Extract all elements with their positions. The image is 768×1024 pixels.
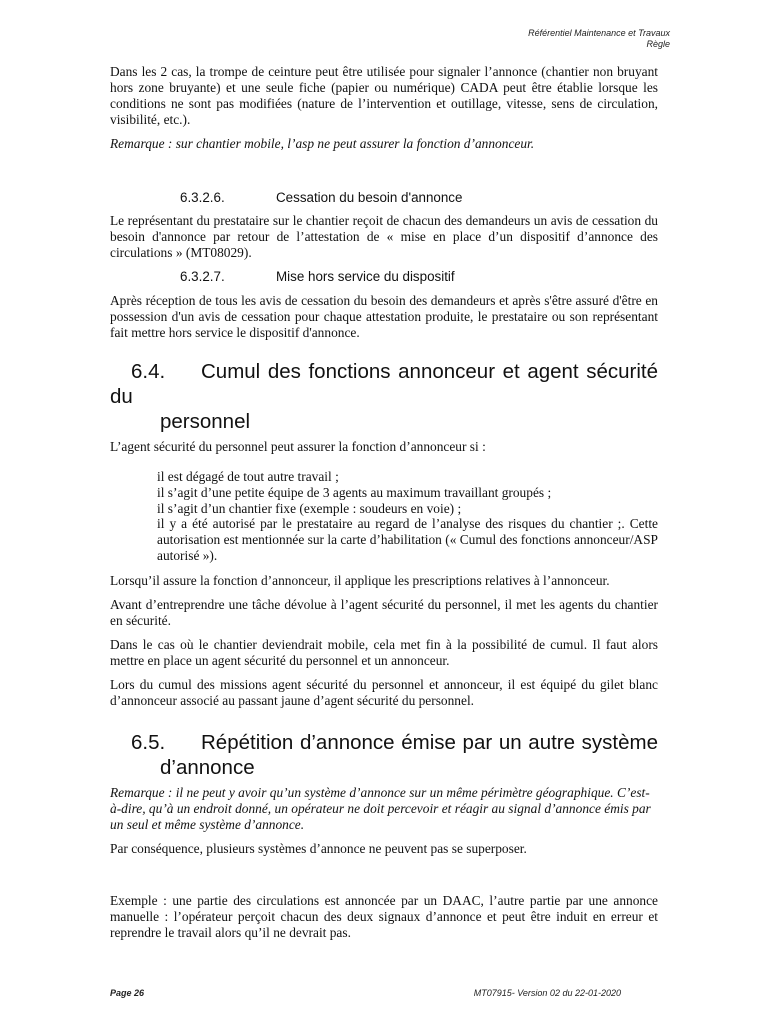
header-line-1: Référentiel Maintenance et Travaux — [528, 28, 670, 38]
section-number: 6.3.2.7. — [180, 269, 225, 285]
intro-paragraph: Dans les 2 cas, la trompe de ceinture peut être utilisée pour signaler l’annonce (chantier non bruyant hors zone bruyante) et une seule fiche (papier ou numérique) CADA peut être établie lorsque les conditions ne sont pas modifiées (nature de l’intervention et outillage, vitesse, sens de circulation, visibilité, etc.). — [110, 64, 658, 127]
section-title: Mise hors service du dispositif — [276, 269, 455, 285]
page-header — [528, 28, 670, 50]
section-64-heading — [110, 359, 658, 409]
section-65-paragraph: Par conséquence, plusieurs systèmes d’annonce ne peuvent pas se superposer. — [110, 841, 527, 857]
section-number: 6.5. — [131, 731, 166, 755]
section-number: 6.3.2.6. — [180, 189, 225, 205]
section-6327-heading — [110, 269, 658, 285]
section-65-heading-cont: d’annonce — [160, 756, 255, 780]
section-64-paragraph: Dans le cas où le chantier deviendrait mobile, cela met fin à la possibilité de cumul. Il faut alors mettre en place un agent sécurité du personnel et un annonceur. — [110, 636, 658, 668]
header-line-2: Règle — [646, 39, 670, 49]
section-number: 6.4. — [131, 359, 166, 383]
section-64-paragraph: Lors du cumul des missions agent sécurité du personnel et annonceur, il est équipé du gilet blanc d’annonceur associé au passant jaune d’agent sécurité du personnel. — [110, 676, 658, 708]
section-65-heading — [110, 730, 658, 755]
section-64-paragraph: Lorsqu’il assure la fonction d’annonceur, il applique les prescriptions relatives à l’annonceur. — [110, 573, 610, 589]
section-title: Répétition d’annonce émise par un autre système — [201, 731, 658, 755]
section-title: Cumul des fonctions annonceur et agent sécurité du — [110, 359, 658, 408]
list-item: il s’agit d’un chantier fixe (exemple : soudeurs en voie) ; — [157, 500, 462, 516]
section-64-heading-cont: personnel — [160, 409, 251, 433]
section-title: Cessation du besoin d'annonce — [276, 189, 463, 205]
list-item: il y a été autorisé par le prestataire au regard de l’analyse des risques du chantier ;. Cette autorisation est mentionnée sur la carte d’habilitation (« Cumul des fonctions annonceur/ASP autorisé »). — [157, 516, 658, 564]
section-64-intro: L’agent sécurité du personnel peut assurer la fonction d’annonceur si : — [110, 438, 486, 454]
conditions-list — [110, 469, 658, 564]
document-body — [110, 64, 658, 949]
page-number: Page 26 — [110, 988, 145, 998]
list-item: il est dégagé de tout autre travail ; — [157, 468, 339, 484]
list-item: il s’agit d’une petite équipe de 3 agents au maximum travaillant groupés ; — [157, 484, 552, 500]
document-reference: MT07915- Version 02 du 22-01-2020 — [473, 988, 621, 998]
section-6326-heading — [110, 190, 658, 206]
section-65-example: Exemple : une partie des circulations est annoncée par un DAAC, l’autre partie par une annonce manuelle : l’opérateur perçoit chacun des deux signaux d’annonce et peut être induit en erreur et reprendre le travail alors qu’il ne devrait pas. — [110, 893, 658, 940]
section-64-paragraph: Avant d’entreprendre une tâche dévolue à l’agent sécurité du personnel, il met les agents du chantier en sécurité. — [110, 597, 658, 628]
section-6327-paragraph: Après réception de tous les avis de cessation du besoin des demandeurs et après s'être assuré d'être en possession d'un avis de cessation pour chaque attestation produite, le prestataire ou son représentant fait mettre hors service le dispositif d'annonce. — [110, 293, 658, 340]
section-65-remark: Remarque : il ne peut y avoir qu’un système d’annonce sur un même périmètre géographique. C’est-à-dire, qu’à un endroit donné, un opérateur ne doit percevoir et réagir au signal d’annonce émis par un seul et même système d’annonce. — [110, 785, 651, 833]
section-6326-paragraph: Le représentant du prestataire sur le chantier reçoit de chacun des demandeurs un avis de cessation du besoin d'annonce par retour de l’attestation de « mise en place d’un dispositif d’annonce des circulations » (MT08029). — [110, 213, 658, 261]
intro-remark: Remarque : sur chantier mobile, l’asp ne peut assurer la fonction d’annonceur. — [110, 135, 535, 151]
